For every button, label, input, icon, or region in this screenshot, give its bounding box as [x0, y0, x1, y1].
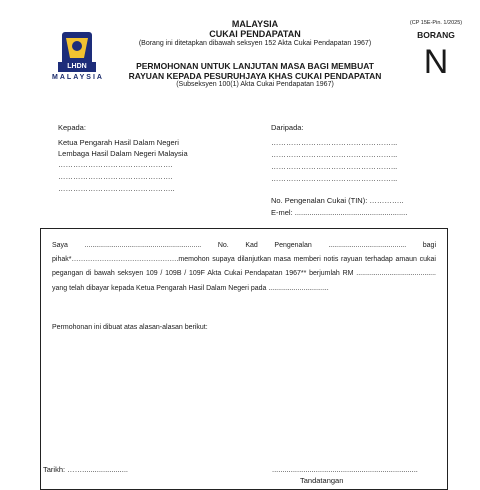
to-blank1[interactable]: ……………………………………….	[58, 160, 173, 169]
tin-field[interactable]: No. Pengenalan Cukai (TIN): …………..	[271, 196, 404, 205]
to-blank2[interactable]: ……………………………………….	[58, 172, 173, 181]
borang-letter: N	[423, 43, 449, 81]
to-blank3[interactable]: ………………………………………..	[58, 184, 175, 193]
form-title-line2: RAYUAN KEPADA PESURUHJAYA KHAS CUKAI PENDAPATAN	[128, 71, 382, 81]
from-blank2[interactable]: …………………………………………...	[271, 150, 398, 159]
borang-label: BORANG	[417, 30, 455, 40]
signature-label: Tandatangan	[300, 476, 344, 485]
signature-line[interactable]: ......................................................................	[272, 465, 418, 474]
logo-badge: LHDN	[67, 63, 87, 70]
from-label: Daripada:	[271, 123, 304, 132]
application-paragraph[interactable]: Saya ............................................................ No. Kad Pengenalan ........................................ bagi pihak*……………………………………….memohon supaya dilanjutkan masa memberi notis rayuan terhadap amaun cukai pegangan di bawah seksyen 109 / 109B / 109F Akta Cukai Pendapatan 1967** berjumlah RM ......................................... yang telah dibayar kepada Ketua Pengarah Hasil Dalam Negeri pada ...............................	[52, 242, 436, 292]
date-field[interactable]: Tarikh: ……......................	[43, 465, 129, 474]
from-blank1[interactable]: …………………………………………...	[271, 138, 398, 147]
header-subtitle: (Borang ini ditetapkan dibawah seksyen 152 Akta Cukai Pendapatan 1967)	[138, 40, 372, 47]
reason-label: Permohonan ini dibuat atas alasan-alasan berikut:	[52, 324, 208, 331]
form-title-line1: PERMOHONAN UNTUK LANJUTAN MASA BAGI MEMBUAT	[136, 61, 374, 71]
header-country: MALAYSIA	[231, 19, 279, 29]
from-blank3[interactable]: …………………………………………...	[271, 162, 398, 171]
logo-text: MALAYSIA	[52, 74, 104, 81]
form-subtitle: (Subseksyen 100(1) Akta Cukai Pendapatan 1967)	[176, 81, 334, 88]
to-line2: Lembaga Hasil Dalam Negeri Malaysia	[58, 149, 188, 158]
form-reference: (CP 15E-Pin. 1/2025)	[409, 20, 463, 26]
from-blank4[interactable]: …………………………………………...	[271, 174, 398, 183]
email-field[interactable]: E-mel: ......................................................	[271, 208, 408, 217]
to-label: Kepada:	[58, 123, 86, 132]
header-title: CUKAI PENDAPATAN	[209, 29, 301, 39]
to-line1: Ketua Pengarah Hasil Dalam Negeri	[58, 138, 179, 147]
